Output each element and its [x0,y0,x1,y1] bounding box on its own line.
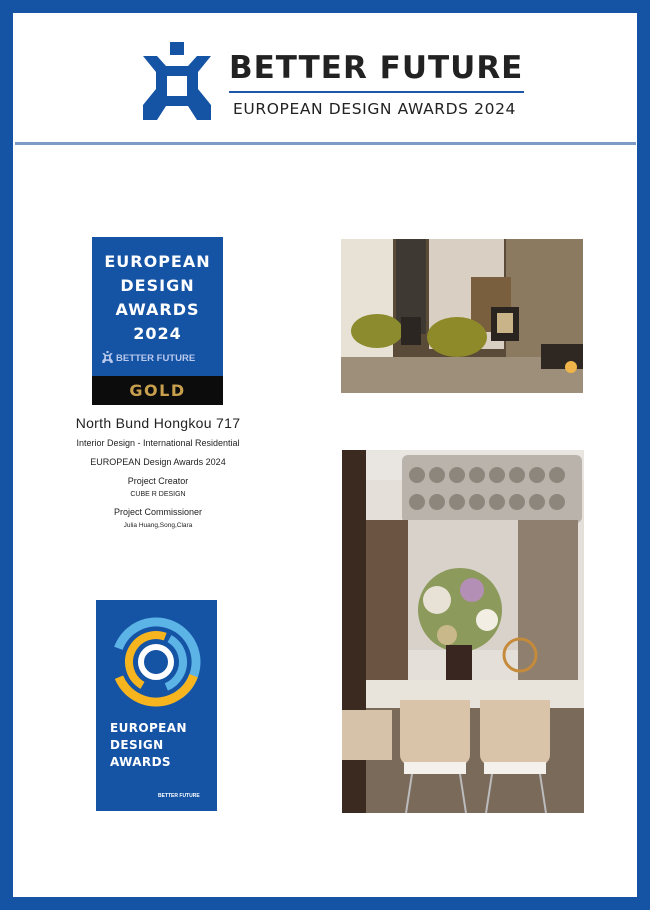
gold-badge-line: 2024 [133,324,182,343]
gold-badge-line: EUROPEAN [104,252,211,271]
eda-badge-line: AWARDS [110,755,171,769]
eda-badge-line: DESIGN [110,738,164,752]
project-creator-label: Project Creator [127,476,189,486]
project-commissioner-label: Project Commissioner [113,507,203,517]
dining-room-photo [342,450,584,813]
gold-badge-line: AWARDS [115,300,200,319]
header-divider [15,142,636,145]
eda-rings-icon [111,617,201,707]
brand-underline [229,91,524,93]
eda-badge-brand: BETTER FUTURE [158,793,200,799]
gold-badge-brand-label: BETTER FUTURE [116,353,196,364]
living-room-photo [341,239,583,393]
brand-title: BETTER FUTURE [229,50,524,86]
project-title: North Bund Hongkou 717 [75,415,241,431]
gold-award-badge [92,237,223,405]
gold-badge-brand [102,351,214,364]
brand-subtitle: EUROPEAN DESIGN AWARDS 2024 [233,100,516,118]
better-future-logo-icon [143,42,211,120]
gold-level-label: GOLD [92,376,223,405]
project-category: Interior Design - International Residential [76,438,240,448]
project-award: EUROPEAN Design Awards 2024 [90,457,226,467]
eda-badge [96,600,217,811]
better-future-small-icon [102,351,113,363]
gold-badge-line: DESIGN [120,276,195,295]
eda-badge-line: EUROPEAN [110,721,187,735]
project-creator: CUBE R DESIGN [130,491,186,498]
project-commissioner: Julia Huang,Song,Clara [123,522,193,529]
